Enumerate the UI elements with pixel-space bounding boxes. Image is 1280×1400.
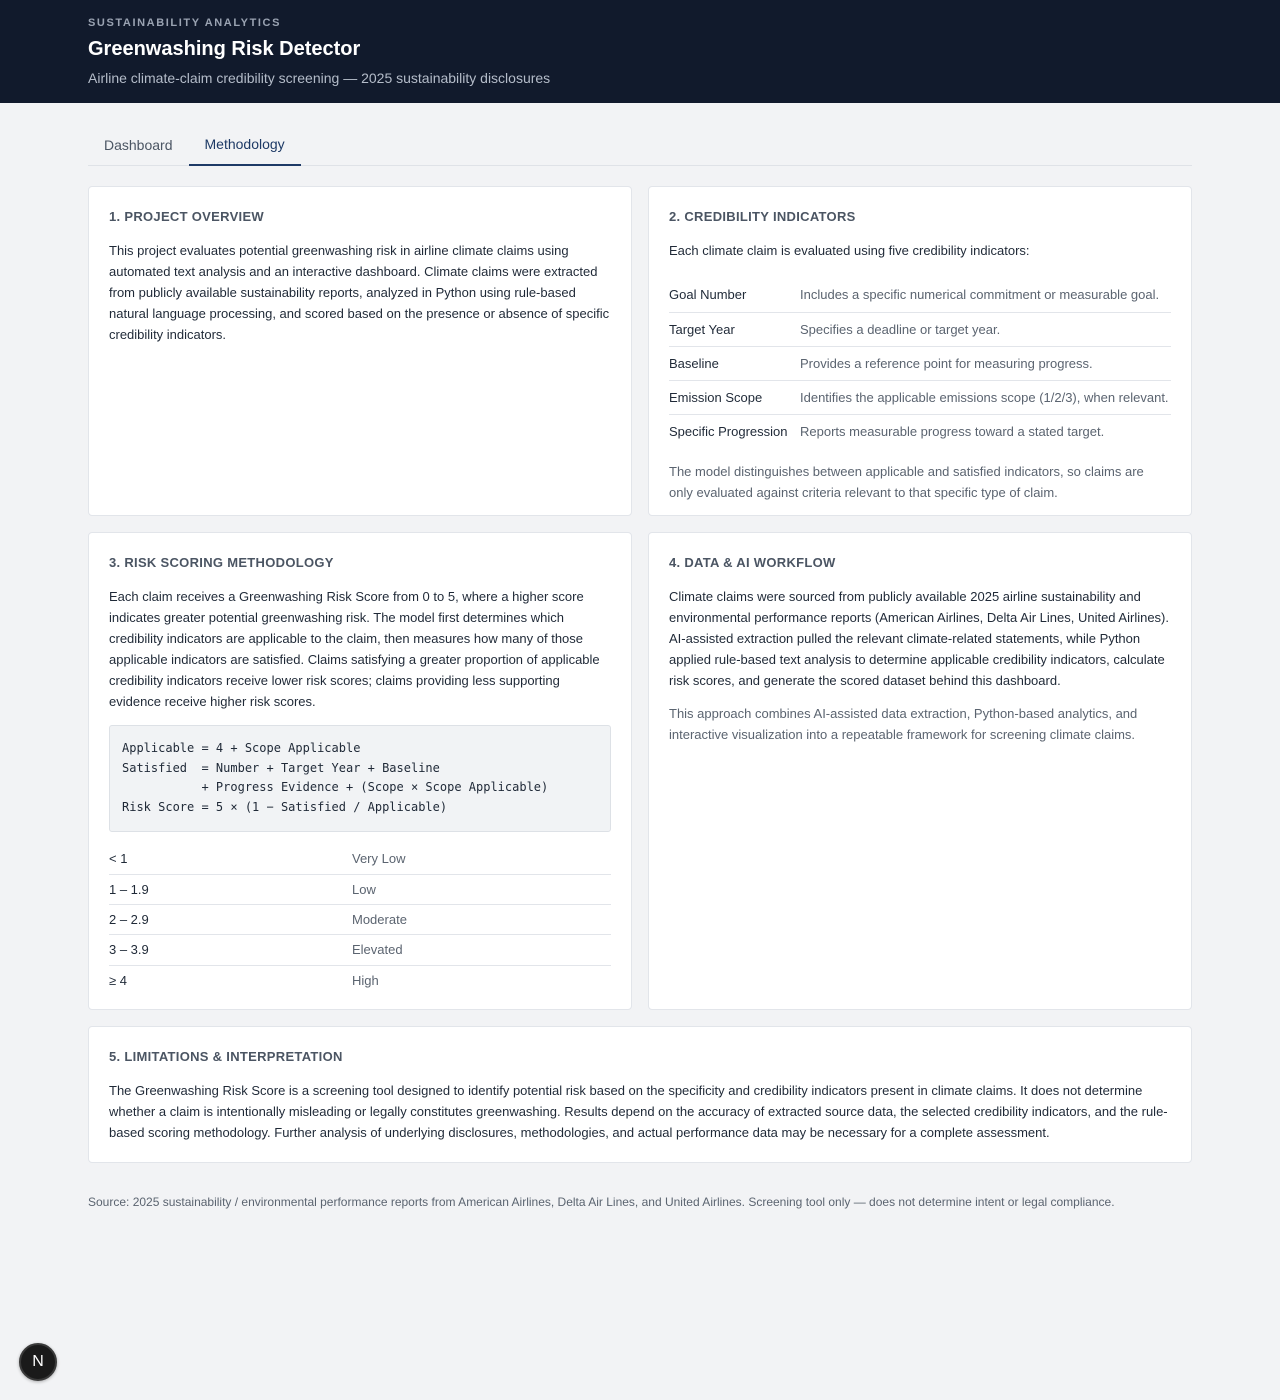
header-eyebrow: SUSTAINABILITY ANALYTICS	[88, 17, 282, 29]
score-range: 1 – 1.9	[109, 874, 352, 904]
section-heading: 2. CREDIBILITY INDICATORS	[669, 209, 856, 224]
project-overview-card	[88, 186, 632, 516]
section-heading: 4. DATA & AI WORKFLOW	[669, 555, 836, 570]
indicator-name: Emission Scope	[669, 380, 800, 414]
overview-text: This project evaluates potential greenwashing risk in airline climate claims using automated text analysis and an interactive dashboard. Climate claims were extracted from publicly available sustainability reports, analyzed in Python using rule-based natural language processing, and scored based on the presence or absence of specific credibility indicators.	[109, 243, 610, 342]
section-heading: 3. RISK SCORING METHODOLOGY	[109, 555, 334, 570]
workflow-text: Climate claims were sourced from publicly available 2025 airline sustainability and environmental performance reports (American Airlines, Delta Air Lines, United Airlines). AI-assisted extraction pulled the relevant climate-related statements, while Python applied rule-based text analysis to determine applicable credibility indicators, calculate risk scores, and generate the scored dataset behind this dashboard.	[669, 589, 1169, 688]
limitations-card	[88, 1026, 1192, 1163]
table-row	[109, 965, 611, 995]
risk-level: Elevated	[352, 935, 611, 965]
score-range: < 1	[109, 844, 352, 874]
risk-level: High	[352, 972, 379, 988]
table-row	[109, 874, 611, 904]
risk-level: Moderate	[352, 904, 611, 934]
table-row	[109, 844, 611, 874]
table-row	[669, 278, 1171, 312]
credibility-indicators-card	[648, 186, 1192, 516]
app-title: Greenwashing Risk Detector	[88, 38, 361, 60]
data-workflow-card	[648, 532, 1192, 1010]
table-row	[109, 904, 611, 934]
tab-dashboard[interactable]: Dashboard	[104, 137, 173, 153]
app-header	[0, 0, 1280, 103]
indicator-name: Goal Number	[669, 278, 800, 312]
indicator-description: Includes a specific numerical commitment or measurable goal.	[800, 278, 1171, 312]
fab-glyph: N	[32, 1353, 44, 1370]
indicators-table	[669, 278, 1171, 448]
risk-scoring-card	[88, 532, 632, 1010]
indicator-name: Baseline	[669, 346, 800, 380]
table-row	[669, 414, 1171, 448]
table-row	[669, 346, 1171, 380]
formula-block: Applicable = 4 + Scope Applicable Satisfied = Number + Target Year + Baseline + Progress Evidence + (Scope × Scope Applicable) Risk Score = 5 × (1 − Satisfied / Applicable)	[109, 725, 611, 832]
workflow-summary: This approach combines AI-assisted data extraction, Python-based analytics, and interactive visualization into a repeatable framework for screening climate claims.	[669, 706, 1138, 742]
app-subtitle: Airline climate-claim credibility screening — 2025 sustainability disclosures	[88, 70, 551, 86]
indicators-intro: Each climate claim is evaluated using five credibility indicators:	[669, 243, 1030, 258]
risk-level: Very Low	[352, 844, 611, 874]
risk-level: Low	[352, 874, 611, 904]
tab-methodology[interactable]: Methodology	[189, 127, 301, 166]
indicator-description: Specifies a deadline or target year.	[800, 312, 1171, 346]
score-range: 2 – 2.9	[109, 904, 352, 934]
indicator-description: Provides a reference point for measuring progress.	[800, 346, 1171, 380]
score-bands-table	[109, 844, 611, 995]
indicators-note: The model distinguishes between applicable and satisfied indicators, so claims are only evaluated against criteria relevant to that specific type of claim.	[669, 464, 1144, 500]
scoring-text: Each claim receives a Greenwashing Risk Score from 0 to 5, where a higher score indicates greater potential greenwashing risk. The model first determines which credibility indicators are applicable to the claim, then measures how many of those applicable indicators are satisfied. Claims satisfying a greater proportion of applicable credibility indicators receive lower risk scores; claims providing less supporting evidence receive higher risk scores.	[109, 589, 600, 709]
indicator-name: Specific Progression	[669, 423, 788, 439]
score-range: 3 – 3.9	[109, 935, 352, 965]
section-heading: 5. LIMITATIONS & INTERPRETATION	[109, 1049, 343, 1064]
indicator-name: Target Year	[669, 312, 800, 346]
table-row	[669, 312, 1171, 346]
limitations-text: The Greenwashing Risk Score is a screening tool designed to identify potential risk based on the specificity and credibility indicators present in climate claims. It does not determine whether a claim is intentionally misleading or legally constitutes greenwashing. Results depend on the accuracy of extracted source data, the selected credibility indicators, and the rule-based scoring methodology. Further analysis of underlying disclosures, methodologies, and actual performance data may be necessary for a complete assessment.	[109, 1083, 1168, 1140]
tab-bar	[88, 127, 1192, 166]
section-heading: 1. PROJECT OVERVIEW	[109, 209, 264, 224]
indicator-description: Identifies the applicable emissions scope (1/2/3), when relevant.	[800, 380, 1171, 414]
indicator-description: Reports measurable progress toward a stated target.	[800, 423, 1105, 439]
table-row	[669, 380, 1171, 414]
nextjs-logo-icon[interactable]	[19, 1343, 57, 1381]
source-footnote: Source: 2025 sustainability / environmental performance reports from American Airlines, Delta Air Lines, and United Airlines. Screening tool only — does not determine intent or legal compliance.	[88, 1195, 1115, 1209]
score-range: ≥ 4	[109, 972, 127, 988]
table-row	[109, 935, 611, 965]
